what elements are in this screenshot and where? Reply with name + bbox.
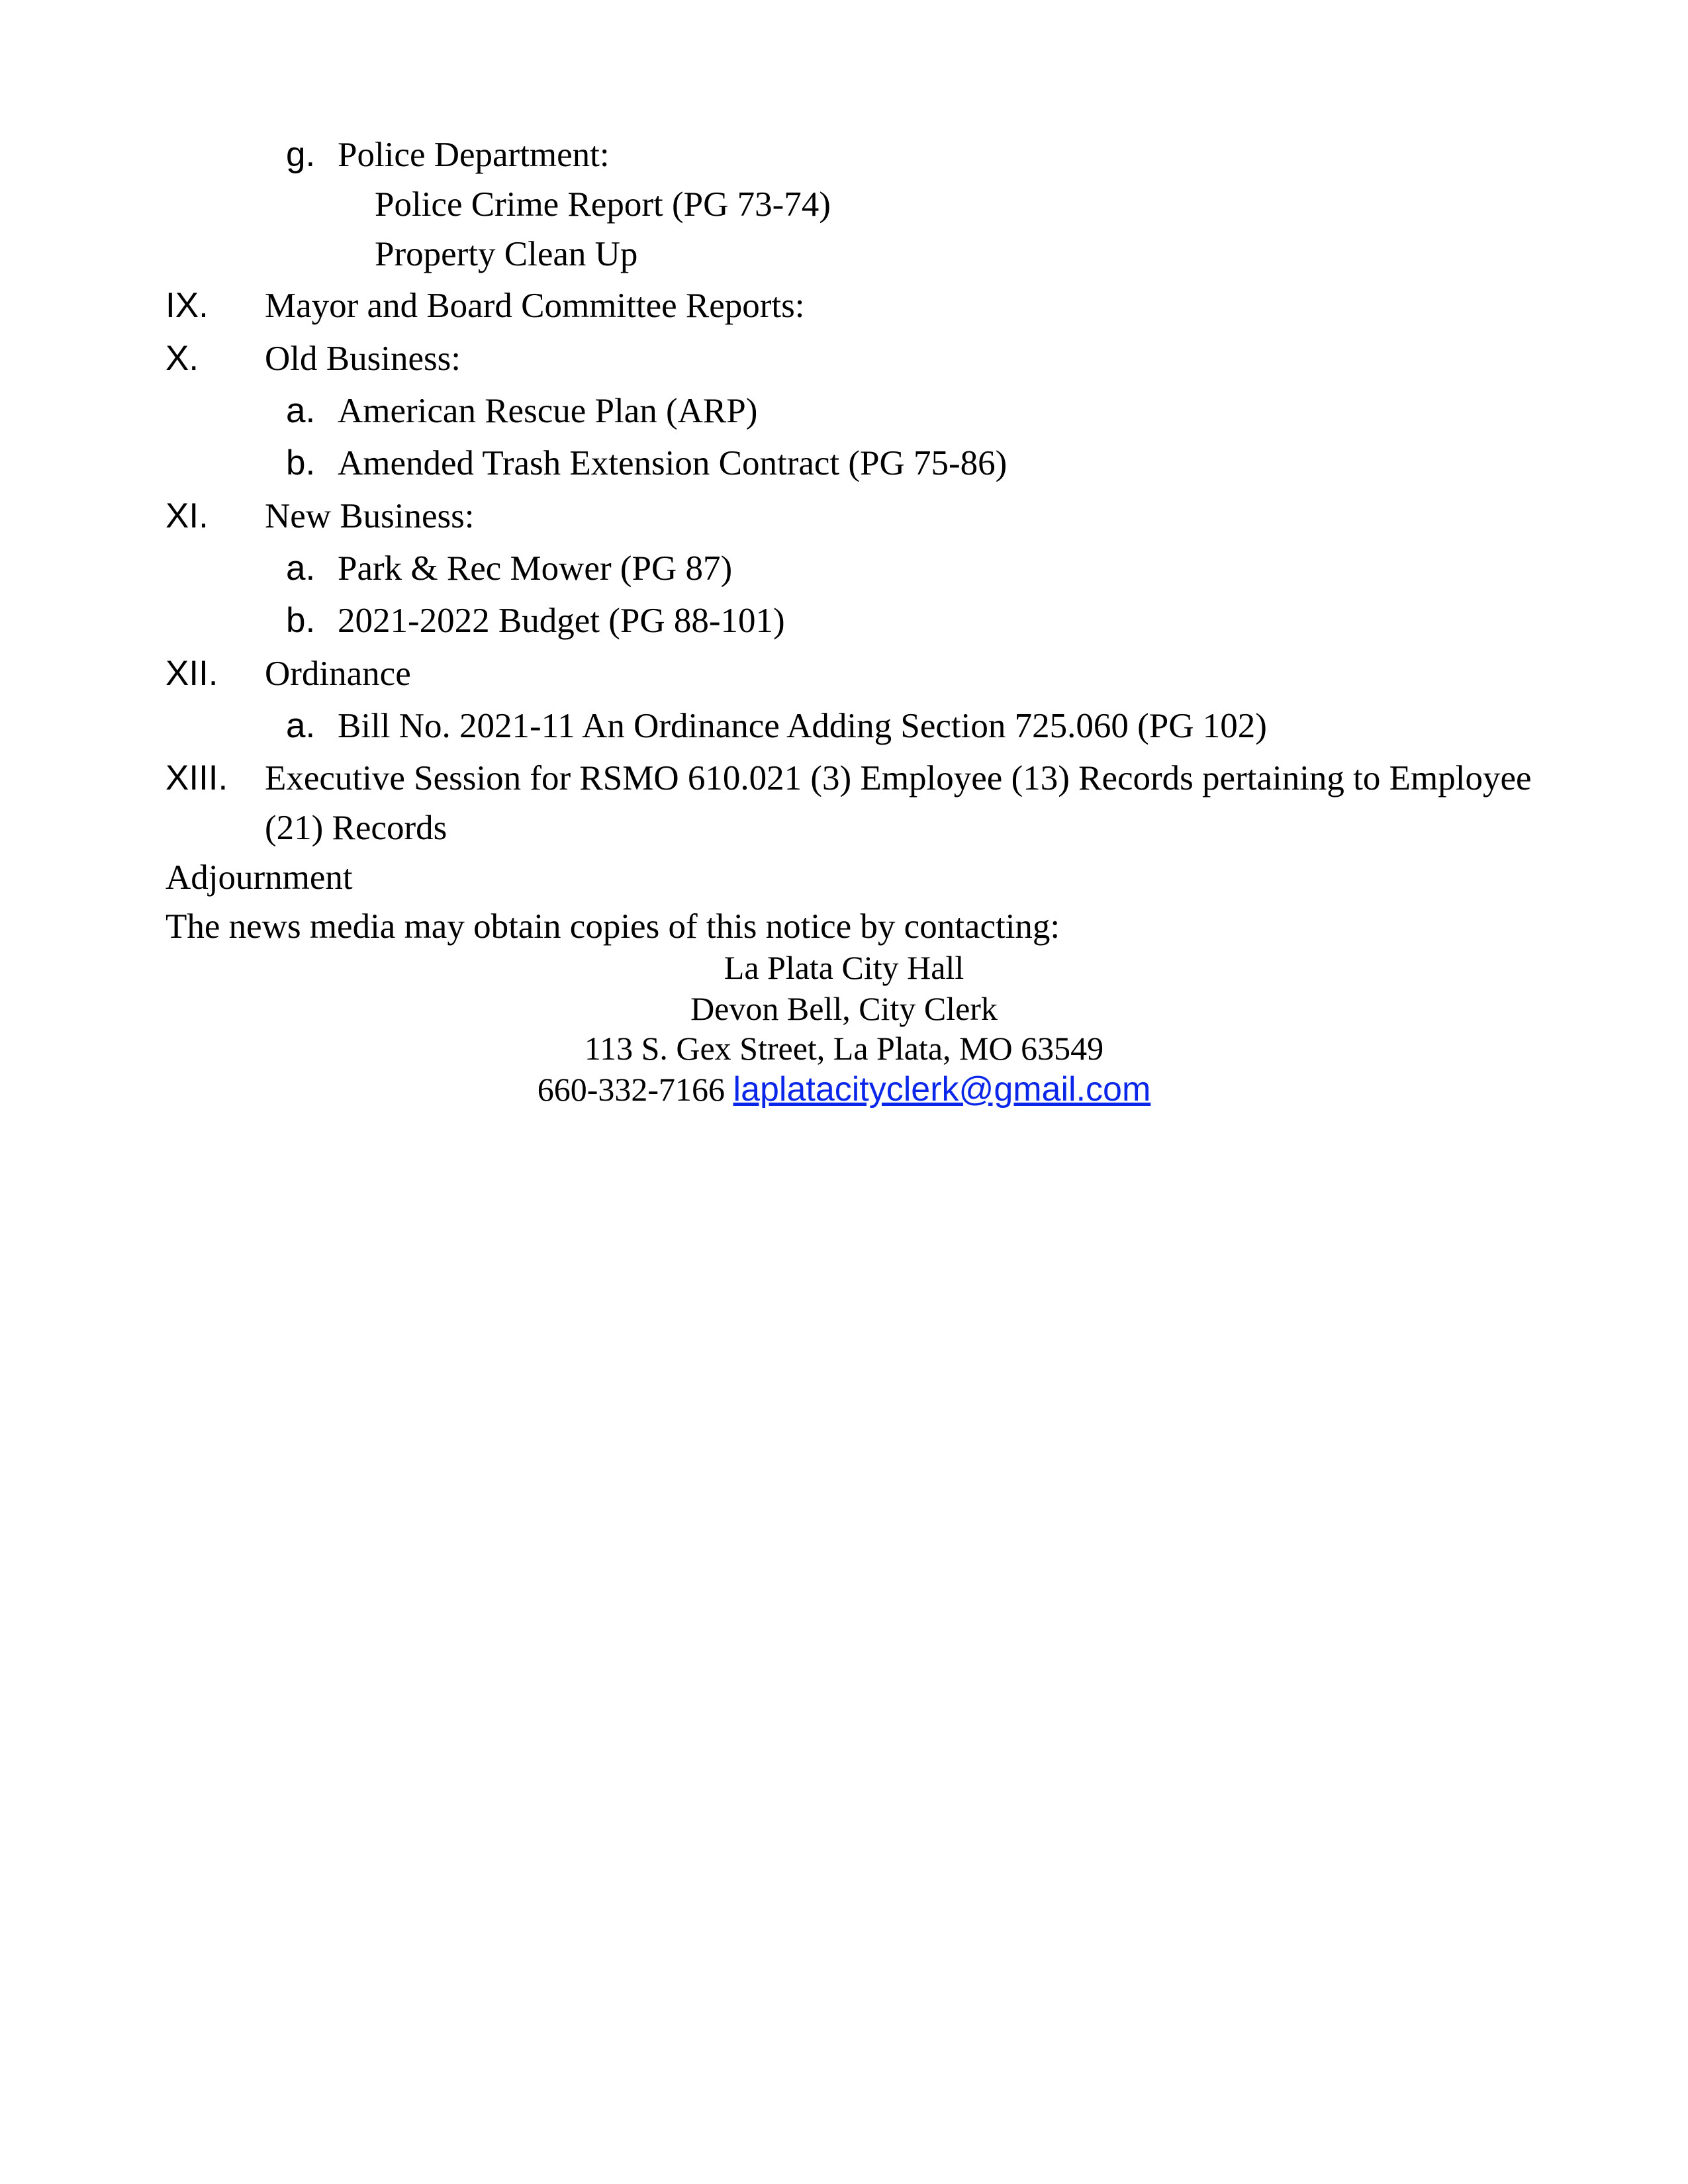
item-XI-b-marker: b.: [286, 601, 316, 640]
item-IX-marker: IX.: [165, 286, 209, 325]
item-XI-a-marker: a.: [286, 549, 316, 588]
contact-office: La Plata City Hall: [724, 949, 964, 986]
item-XIII-label-line1: Executive Session for RSMO 610.021 (3) Employee (13) Records pertaining to Employee: [265, 759, 1532, 797]
item-XII-marker: XII.: [165, 654, 218, 693]
item-IX-label: Mayor and Board Committee Reports:: [265, 287, 805, 325]
item-g-marker: g.: [286, 135, 316, 174]
item-XI-a-label: Park & Rec Mower (PG 87): [338, 549, 733, 588]
item-XI-b-label: 2021-2022 Budget (PG 88-101): [338, 602, 785, 640]
item-g-label: Police Department:: [338, 136, 610, 174]
item-XIII-marker: XIII.: [165, 758, 228, 797]
item-X-b-marker: b.: [286, 443, 316, 482]
item-XIII-label-line2: (21) Records: [265, 809, 447, 847]
item-XI-label: New Business:: [265, 497, 475, 535]
item-XI-marker: XI.: [165, 496, 209, 535]
contact-clerk: Devon Bell, City Clerk: [690, 990, 998, 1027]
item-X-label: Old Business:: [265, 340, 461, 378]
contact-address: 113 S. Gex Street, La Plata, MO 63549: [584, 1030, 1104, 1067]
item-g-sub-crime-report: Police Crime Report (PG 73-74): [375, 185, 831, 224]
contact-phone-email-line: [0, 1069, 1688, 1109]
adjournment: Adjournment: [165, 858, 353, 897]
item-XII-a-marker: a.: [286, 706, 316, 745]
media-notice: The news media may obtain copies of this notice by contacting:: [165, 907, 1060, 946]
item-X-marker: X.: [165, 339, 199, 378]
item-g-sub-property-cleanup: Property Clean Up: [375, 235, 638, 273]
item-XII-a-label: Bill No. 2021-11 An Ordinance Adding Section 725.060 (PG 102): [338, 707, 1267, 745]
item-X-a-marker: a.: [286, 391, 316, 430]
item-X-b-label: Amended Trash Extension Contract (PG 75-86): [338, 444, 1008, 482]
item-XII-label: Ordinance: [265, 655, 411, 693]
contact-phone: 660-332-7166: [537, 1071, 726, 1108]
item-X-a-label: American Rescue Plan (ARP): [338, 392, 758, 430]
contact-email-link[interactable]: laplatacityclerk@gmail.com: [733, 1070, 1151, 1109]
